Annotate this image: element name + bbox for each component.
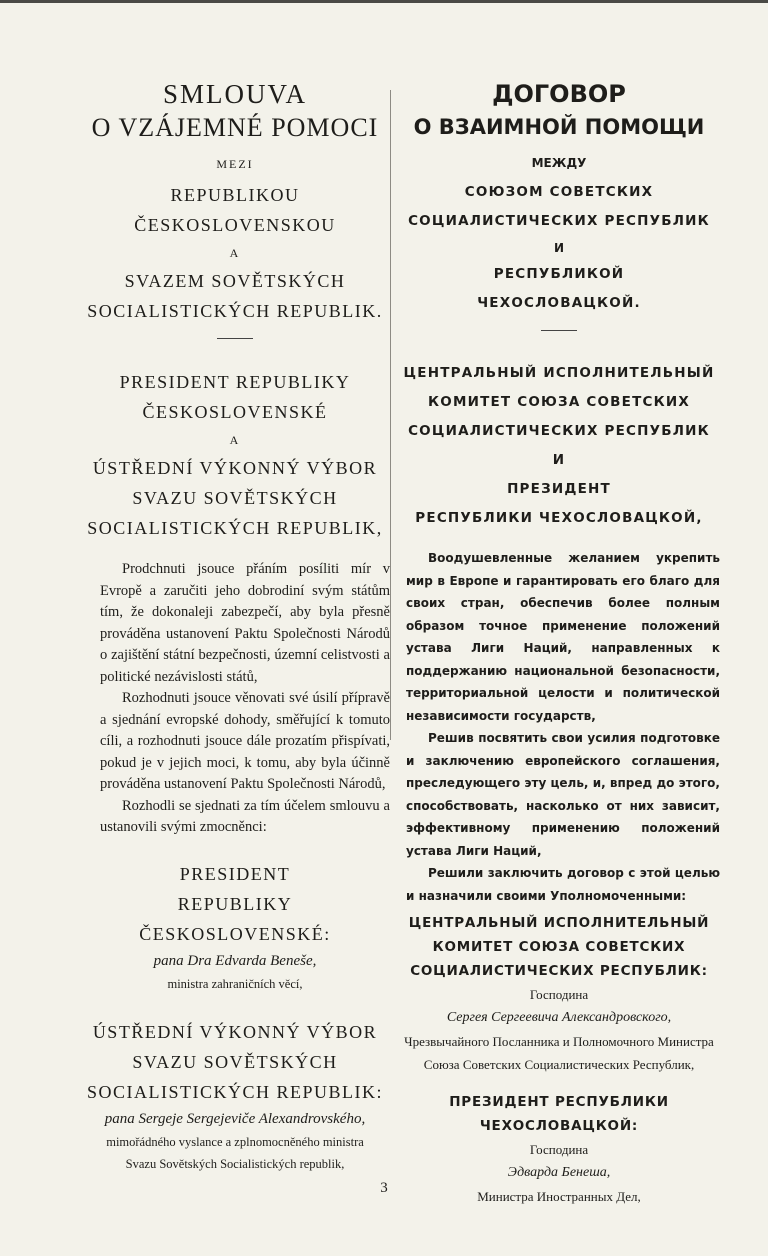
ru-heading1-line1: ЦЕНТРАЛЬНЫЙ ИСПОЛНИТЕЛЬНЫЙ xyxy=(403,365,715,381)
ru-party2-line2: ЧЕХОСЛОВАЦКОЙ. xyxy=(477,295,641,311)
ru-paragraph-3: Решили заключить договор с этой целью и назначили своими Уполномоченными: xyxy=(406,866,720,903)
ru-party1-line2: СОЦИАЛИСТИЧЕСКИХ РЕСПУБЛИК xyxy=(408,213,710,229)
cz-signatory2-line2: SVAZU SOVĚTSKÝCH xyxy=(132,1051,338,1072)
ru-signatory2-line1: ПРЕЗИДЕНТ РЕСПУБЛИКИ xyxy=(449,1094,669,1110)
cz-and: A xyxy=(229,246,241,260)
cz-between: MEZI xyxy=(216,157,254,171)
cz-signatory2-line1: ÚSTŘEDNÍ VÝKONNÝ VÝBOR xyxy=(92,1021,378,1042)
cz-paragraph-3: Rozhodli se sjednati za tím účelem smlouvu a ustanovili svými zmocněnci: xyxy=(100,797,390,835)
cz-heading1-line2: ČESKOSLOVENSKÉ xyxy=(142,402,328,422)
ru-party1-line1: СОЮЗОМ СОВЕТСКИХ xyxy=(464,184,654,200)
cz-signatory2-line3: SOCIALISTICKÝCH REPUBLIK: xyxy=(86,1081,383,1102)
ru-representative2-title: Министра Иностранных Дел, xyxy=(477,1189,641,1204)
column-divider xyxy=(390,90,391,740)
cz-heading2-line2: SVAZU SOVĚTSKÝCH xyxy=(132,488,338,508)
ru-subtitle: О ВЗАИМНОЙ ПОМОЩИ xyxy=(413,115,705,139)
top-border xyxy=(0,0,768,3)
cz-party2-line1: SVAZEM SOVĚTSKÝCH xyxy=(124,271,346,291)
ru-between: МЕЖДУ xyxy=(531,156,587,170)
cz-party1-line1: REPUBLIKOU xyxy=(170,185,300,205)
cz-heading2-line3: SOCIALISTICKÝCH REPUBLIK, xyxy=(87,518,383,538)
ru-representative2: Эдварда Бенеша, xyxy=(507,1165,611,1180)
cz-rule xyxy=(217,338,253,339)
cz-heading1-line1: PRESIDENT REPUBLIKY xyxy=(119,372,351,392)
ru-heading1-line2: КОМИТЕТ СОЮЗА СОВЕТСКИХ xyxy=(428,394,690,410)
cz-party1-line2: ČESKOSLOVENSKOU xyxy=(134,215,336,235)
ru-rule xyxy=(541,330,577,331)
cz-heading-and: A xyxy=(229,433,241,447)
ru-mister-1: Господина xyxy=(529,987,589,1002)
cz-representative1: pana Dra Edvarda Beneše, xyxy=(153,952,317,969)
russian-column xyxy=(398,78,720,1208)
ru-mister-2: Господина xyxy=(529,1142,589,1157)
cz-signatory1-line1: PRESIDENT xyxy=(179,863,291,884)
cz-party2-line2: SOCIALISTICKÝCH REPUBLIK. xyxy=(87,301,383,321)
ru-heading1-line3: СОЦИАЛИСТИЧЕСКИХ РЕСПУБЛИК xyxy=(408,423,710,439)
ru-title: ДОГОВОР xyxy=(492,80,626,108)
czech-column xyxy=(80,78,390,1175)
ru-paragraph-2: Решив посвятить свои усилия подготовке и заключению европейского соглашения, преследующего эту цель, и, впред до этого, способствовать, насколько от них зависит, эффективному применению положений устава Лиги Наций, xyxy=(406,731,720,858)
cz-paragraph-2: Rozhodnuti jsouce věnovati své úsilí přípravě a sjednání evropské dohody, směřující k tomuto cíli, a rozhodnuti jsouce dále prozatím přispívati, pokud je v jejich moci, k tomu, aby byla účinně prováděna ustanovení Paktu Společnosti Národů, xyxy=(100,690,390,792)
ru-representative1-title: Чрезвычайного Посланника и Полномочного Министра Союза Советских Социалистических Республик, xyxy=(404,1034,714,1072)
ru-paragraph-1: Воодушевленные желанием укрепить мир в Европе и гарантировать его благо для своих стран, обеспечив более полным образом точное применение положений устава Лиги Наций, направленных к поддержанию национальной безопасности, территориальной целости и политической независимости государств, xyxy=(406,551,720,723)
cz-subtitle: O VZÁJEMNÉ POMOCI xyxy=(91,113,379,142)
cz-representative2-title: mimořádného vyslance a zplnomocněného ministra Svazu Sovětských Socialistických republik, xyxy=(106,1134,364,1171)
ru-representative1: Сергея Сергеевича Александровского, xyxy=(446,1010,672,1025)
cz-title: SMLOUVA xyxy=(162,79,308,109)
ru-heading2-line2: РЕСПУБЛИКИ ЧЕХОСЛОВАЦКОЙ, xyxy=(415,510,703,526)
cz-paragraph-1: Prodchnuti jsouce přáním posíliti mír v Evropě a zaručiti jeho dobrodiní svým státům tím, že dokonaleji zabezpečí, aby byla přesně prováděna ustanovení Paktu Společnosti Národů o zajištění státní bezpečnosti, územní celistvosti a politické nezávislosti států, xyxy=(100,561,390,685)
page-number: 3 xyxy=(380,1180,388,1196)
ru-signatory1-line1: ЦЕНТРАЛЬНЫЙ ИСПОЛНИТЕЛЬНЫЙ xyxy=(408,915,710,931)
ru-signatory2-line2: ЧЕХОСЛОВАЦКОЙ: xyxy=(479,1118,639,1134)
ru-heading2-line1: ПРЕЗИДЕНТ xyxy=(507,481,611,497)
cz-heading2-line1: ÚSTŘEDNÍ VÝKONNÝ VÝBOR xyxy=(92,458,378,478)
cz-representative1-title: ministra zahraničních věcí, xyxy=(167,976,303,991)
ru-heading-and: И xyxy=(552,452,566,468)
ru-party2-line1: РЕСПУБЛИКОЙ xyxy=(493,266,625,282)
cz-representative2: pana Sergeje Sergejeviče Alexandrovského, xyxy=(104,1110,366,1127)
cz-signatory1-line2: REPUBLIKY ČESKOSLOVENSKÉ: xyxy=(139,893,331,944)
ru-signatory1-line2: КОМИТЕТ СОЮЗА СОВЕТСКИХ xyxy=(432,939,686,955)
ru-and: И xyxy=(553,241,565,255)
ru-signatory1-line3: СОЦИАЛИСТИЧЕСКИХ РЕСПУБЛИК: xyxy=(410,963,708,979)
